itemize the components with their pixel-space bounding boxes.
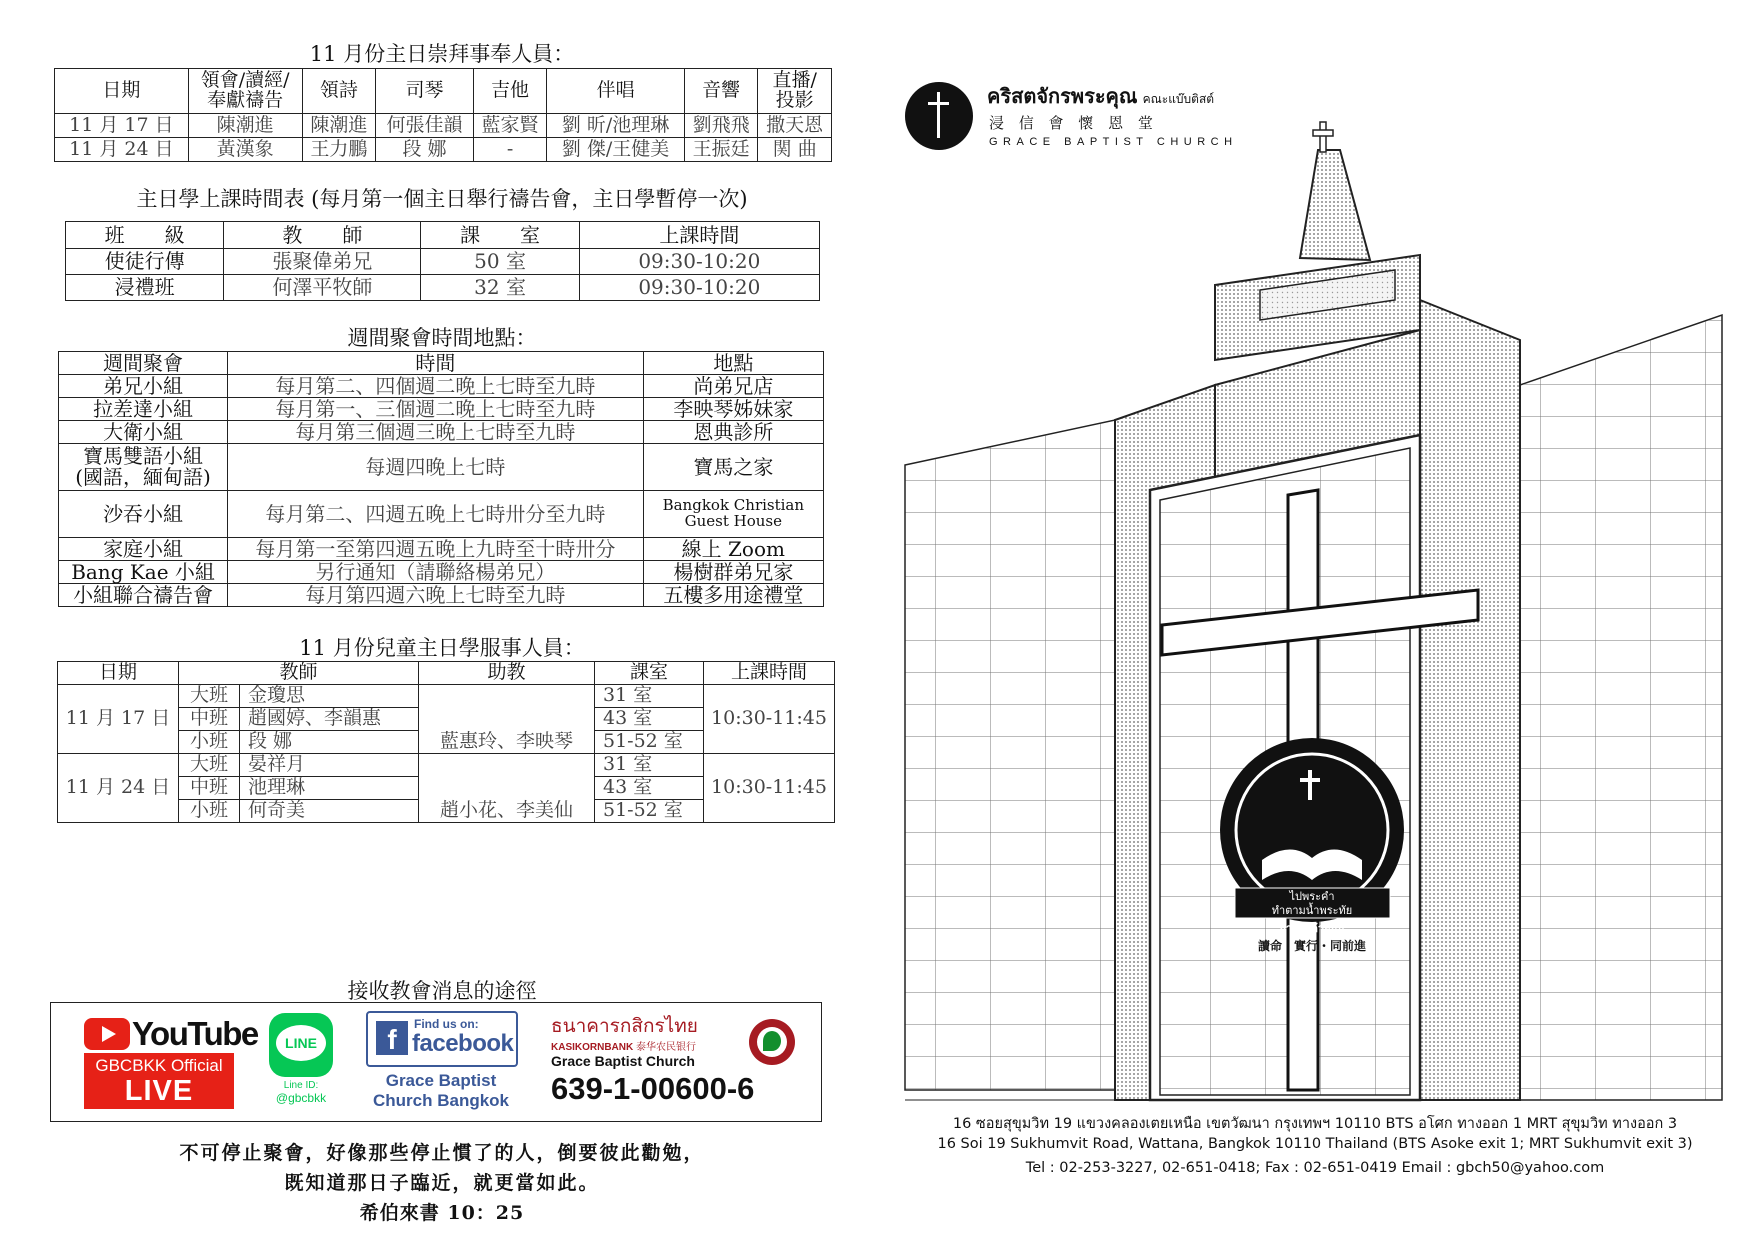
bank-cn-name: 泰华农民银行 [636,1042,697,1053]
weekly-cell: 拉差達小組 [59,398,228,421]
sunday-school-cell: 浸禮班 [66,275,224,301]
staff-header-cell: 司琴 [376,69,474,114]
kids-room-cell: 51-52 室 [595,800,704,823]
facebook-find: Find us on: [414,1017,479,1031]
sunday-school-header-cell: 班 級 [66,222,224,249]
weekly-cell: 李映琴姊妹家 [643,398,823,421]
weekly-cell: 五樓多用途禮堂 [643,584,823,607]
weekly-cell: 每週四晚上七時 [228,444,644,491]
kids-teacher-cell: 何奇美 [240,800,419,823]
weekly-header-cell: 地點 [643,352,823,375]
staff-cell: 藍家賢 [473,114,547,138]
weekly-cell: 小組聯合禱告會 [59,584,228,607]
staff-cell: 関 曲 [758,138,832,162]
weekly-cell: 每月第一至第四週五晚上九時至十時卅分 [228,538,644,561]
sunday-school-cell: 09:30-10:20 [579,275,819,301]
staff-cell: 黃漢象 [188,138,302,162]
kids-class-cell: 大班 [179,754,240,777]
staff-cell: 王振廷 [684,138,758,162]
weekly-cell: 家庭小組 [59,538,228,561]
address-thai: 16 ซอยสุขุมวิท 19 แขวงคลองเตยเหนือ เขตวัฒนา กรุงเทพฯ 10110 BTS อโศก ทางออก 1 MRT สุขุมวิท ทางออก 3 [952,1116,1678,1132]
staff-header-cell: 吉他 [473,69,547,114]
kids-room-cell: 43 室 [595,708,704,731]
staff-header-cell: 領詩 [302,69,376,114]
facebook-line1: Grace Baptist [385,1071,497,1090]
logo-chinese: 浸 信 會 懷 恩 堂 [989,114,1158,132]
weekly-cell: Bang Kae 小組 [59,561,228,584]
weekly-cell: 弟兄小組 [59,375,228,398]
weekly-cell: 尚弟兄店 [643,375,823,398]
channels-title: 接收教會消息的途徑 [347,979,537,1003]
bank-thai-name: ธนาคารกสิกรไทย [551,1015,698,1037]
youtube-line2: LIVE [124,1075,194,1107]
staff-cell: 何張佳韻 [376,114,474,138]
staff-header-cell: 伴唱 [547,69,685,114]
sunday-school-cell: 張聚偉弟兄 [224,249,421,275]
kids-room-cell: 51-52 室 [595,731,704,754]
sunday-school-title: 主日學上課時間表 (每月第一個主日舉行禱告會，主日學暫停一次) [136,187,748,211]
kids-header-cell: 教師 [179,662,419,685]
weekly-header-cell: 時間 [228,352,644,375]
emblem-text-2: ทำตามน้ำพระทัย [1271,904,1353,917]
kids-header-cell: 課室 [595,662,704,685]
weekly-cell: 另行通知（請聯絡楊弟兄） [228,561,644,584]
line-id-label: Line ID: [283,1080,319,1091]
staff-cell: 11 月 17 日 [55,114,189,138]
verse-line-2: 既知道那日子臨近，就更當如此。 [284,1172,600,1194]
kids-teacher-cell: 金瓊思 [240,685,419,708]
kids-header-cell: 助教 [419,662,595,685]
weekly-cell: 每月第三個週三晚上七時至九時 [228,421,644,444]
line-id: @gbcbkk [275,1091,327,1105]
weekly-cell: 每月第二、四個週二晚上七時至九時 [228,375,644,398]
weekly-cell: 每月第二、四週五晚上七時卅分至九時 [228,491,644,538]
kids-header-cell: 日期 [58,662,179,685]
logo-english: GRACE BAPTIST CHURCH [989,136,1238,148]
sunday-school-header-cell: 上課時間 [579,222,819,249]
weekly-cell: 沙吞小組 [59,491,228,538]
facebook-icon: f [376,1021,408,1055]
sunday-school-cell: 何澤平牧師 [224,275,421,301]
facebook-line2: Church Bangkok [372,1091,510,1110]
staff-header-cell: 音響 [684,69,758,114]
staff-cell: 陳潮進 [188,114,302,138]
sunday-school-header-cell: 教 師 [224,222,421,249]
weekly-cell: 寶馬雙語小組 (國語，緬甸語) [59,444,228,491]
staff-header-cell: 直播/ 投影 [758,69,832,114]
kids-header-cell: 上課時間 [704,662,835,685]
sunday-school-cell: 使徒行傳 [66,249,224,275]
kids-title: 11 月份兒童主日學服事人員： [299,636,585,660]
weekly-cell: 寶馬之家 [643,444,823,491]
verse-reference: 希伯來書 10：25 [359,1202,525,1224]
logo-thai-small: คณะแบ๊บติสต์ [1142,92,1215,106]
emblem-text-3: ก้าวไปด้วยกัน [1279,922,1345,935]
youtube-line1: GBCBKK Official [95,1056,223,1075]
logo-thai: คริสตจักรพระคุณ [987,84,1138,108]
weekly-cell: 恩典診所 [643,421,823,444]
kids-time-cell: 10:30-11:45 [704,754,835,823]
kids-class-cell: 小班 [179,800,240,823]
staff-cell: 劉飛飛 [684,114,758,138]
weekly-cell: 大衛小組 [59,421,228,444]
kids-room-cell: 31 室 [595,685,704,708]
staff-cell: 劉 昕/池理琳 [547,114,685,138]
youtube-wordmark: YouTube [132,1015,258,1052]
kids-class-cell: 大班 [179,685,240,708]
staff-cell: - [473,138,547,162]
staff-cell: 段 娜 [376,138,474,162]
staff-header-cell: 日期 [55,69,189,114]
sunday-school-header-cell: 課 室 [421,222,579,249]
staff-header-cell: 領會/讀經/ 奉獻禱告 [188,69,302,114]
weekly-cell: 每月第一、三個週二晚上七時至九時 [228,398,644,421]
weekly-title: 週間聚會時間地點： [347,326,537,350]
kids-time-cell: 10:30-11:45 [704,685,835,754]
kids-room-cell: 43 室 [595,777,704,800]
sunday-school-cell: 09:30-10:20 [579,249,819,275]
line-icon-label: LINE [285,1035,317,1051]
staff-cell: 撒天恩 [758,114,832,138]
bank-account-number: 639-1-00600-6 [551,1071,755,1106]
verse-line-1: 不可停止聚會，好像那些停止慣了的人，倒要彼此勸勉， [179,1142,705,1164]
facebook-wordmark: facebook [412,1030,514,1057]
staff-cell: 11 月 24 日 [55,138,189,162]
weekly-cell: Bangkok Christian Guest House [643,491,823,538]
weekly-cell: 楊樹群弟兄家 [643,561,823,584]
kids-class-cell: 中班 [179,708,240,731]
kids-room-cell: 31 室 [595,754,704,777]
kids-class-cell: 中班 [179,777,240,800]
bank-account-name: Grace Baptist Church [551,1053,695,1069]
staff-title: 11 月份主日崇拜事奉人員： [309,42,575,66]
contact-info: Tel : 02-253-3227, 02-651-0418; Fax : 02-651-0419 Email : gbch50@yahoo.com [1025,1160,1605,1176]
kids-class-cell: 小班 [179,731,240,754]
kids-date-cell: 11 月 17 日 [58,685,179,754]
staff-cell: 劉 傑/王健美 [547,138,685,162]
kids-teacher-cell: 池理琳 [240,777,419,800]
weekly-header-cell: 週間聚會 [59,352,228,375]
weekly-cell: 線上 Zoom [643,538,823,561]
kids-teacher-cell: 段 娜 [240,731,419,754]
sunday-school-cell: 50 室 [421,249,579,275]
sunday-school-cell: 32 室 [421,275,579,301]
emblem-chinese: 讀命・實行・同前進 [1257,939,1367,953]
kids-teacher-cell: 晏祥月 [240,754,419,777]
staff-cell: 王力鵬 [302,138,376,162]
staff-cell: 陳潮進 [302,114,376,138]
kids-assist-cell: 趙小花、李美仙 [419,800,595,823]
kids-date-cell: 11 月 24 日 [58,754,179,823]
weekly-cell: 每月第四週六晚上七時至九時 [228,584,644,607]
address-english: 16 Soi 19 Sukhumvit Road, Wattana, Bangkok 10110 Thailand (BTS Asoke exit 1; MRT Sukhumvit exit 3) [937,1136,1693,1152]
kids-teacher-cell: 趙國婷、李韻惠 [240,708,419,731]
emblem-text-1: ไปพระคำ [1289,890,1335,903]
bank-en-name: KASIKORNBANK [551,1042,634,1053]
kids-assist-cell: 藍惠玲、李映琴 [419,731,595,754]
